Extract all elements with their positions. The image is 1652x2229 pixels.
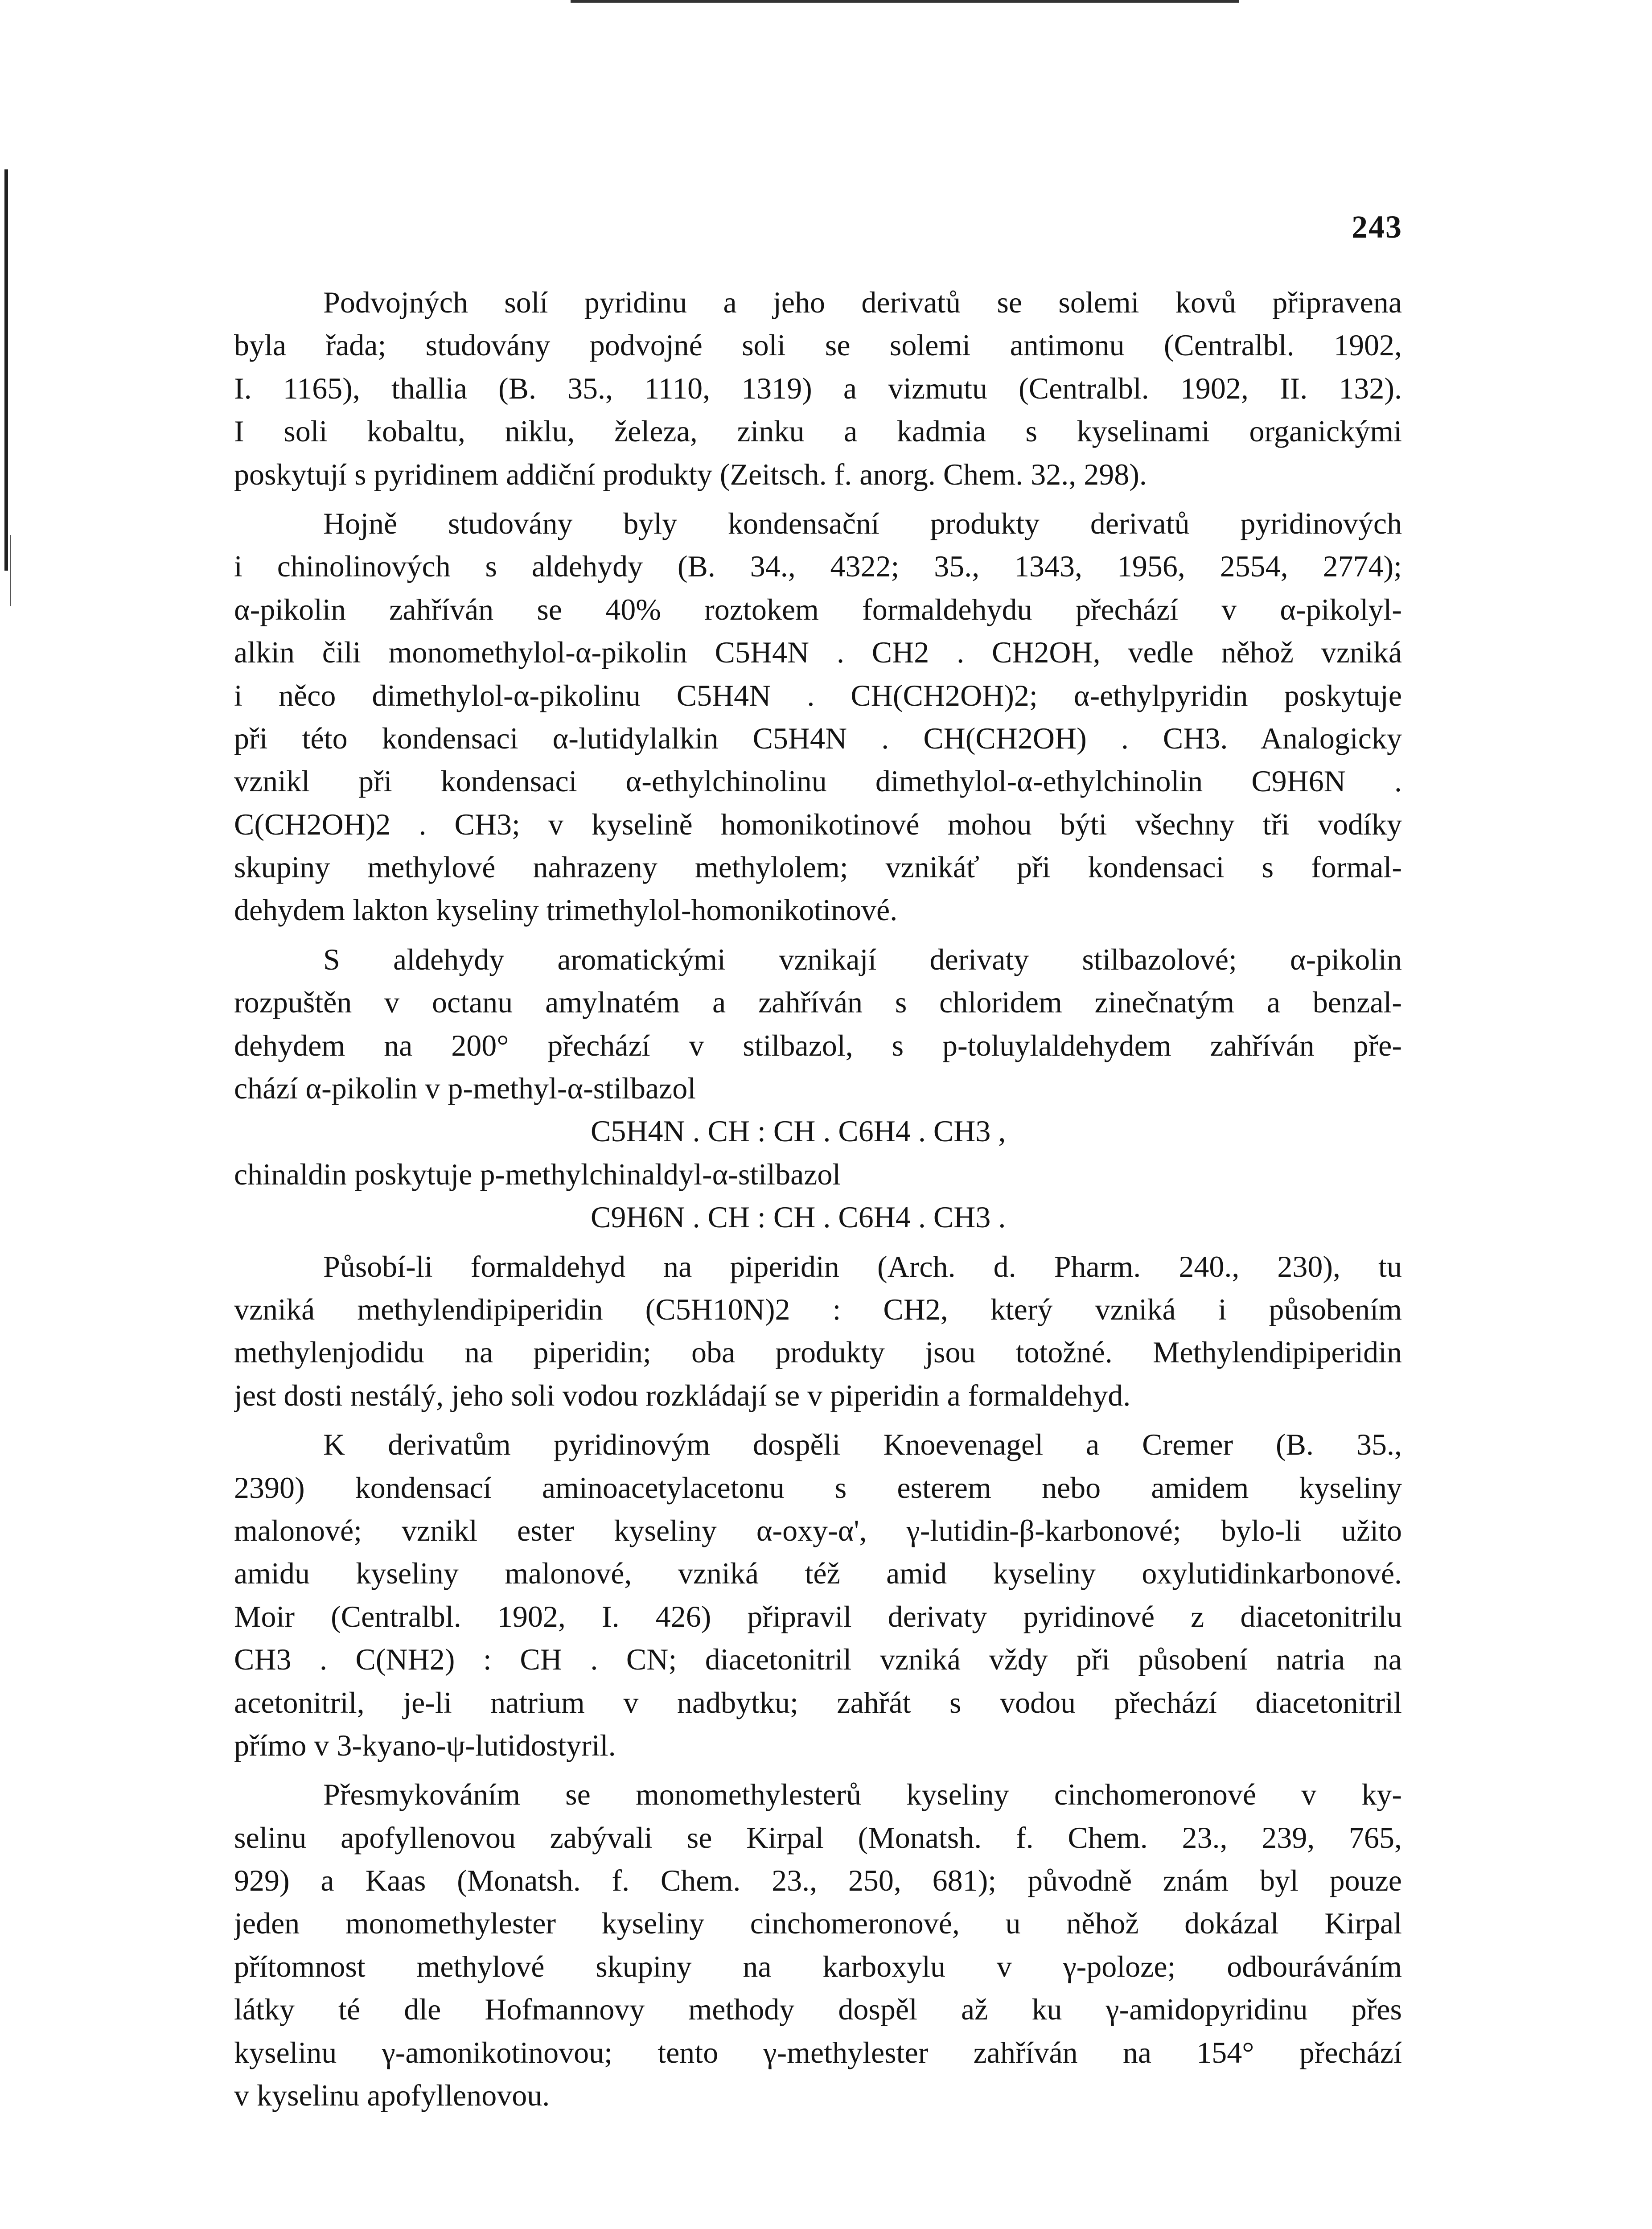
text-line: chinaldin poskytuje p-methylchinaldyl-α-stilbazol [234,1157,841,1191]
text-line: rozpuštěn v octanu amylnatém a zahříván s chloridem zinečnatým a benzal- [234,985,1402,1020]
text-line: I. 1165), thallia (B. 35., 1110, 1319) a vizmutu (Centralbl. 1902, II. 132). [234,371,1402,405]
text-line: malonové; vznikl ester kyseliny α-oxy-α', γ-lutidin-β-karbonové; bylo-li užito [234,1513,1402,1547]
text-line: amidu kyseliny malonové, vzniká též amid kyseliny oxylutidinkarbonové. [234,1556,1402,1591]
scan-left-edge [4,169,8,571]
text-line: S aldehydy aromatickými vznikají derivaty stilbazolové; α-pikolin [323,942,1402,976]
text-line: CH3 . C(NH2) : CH . CN; diacetonitril vzniká vždy při působení natria na [234,1642,1402,1677]
paragraph-4 [234,1245,1402,1417]
text-line: kyselinu γ-amonikotinovou; tento γ-methylester zahříván na 154° přechází [234,2035,1402,2069]
scan-left-edge-mark [10,535,11,606]
text-line: jeden monomethylester kyseliny cinchomeronové, u něhož dokázal Kirpal [234,1906,1402,1941]
text-line: byla řada; studovány podvojné soli se solemi antimonu (Centralbl. 1902, [234,328,1402,362]
text-line: alkin čili monomethylol-α-pikolin C5H4N . CH2 . CH2OH, vedle něhož vzniká [234,635,1402,670]
scan-top-edge [571,0,1239,3]
text-line: chází α-pikolin v p-methyl-α-stilbazol [234,1071,696,1106]
text-line: Hojně studovány byly kondensační produkty derivatů pyridinových [323,506,1402,540]
text-line: látky té dle Hofmannovy methody dospěl až ku γ-amidopyridinu přes [234,1992,1402,2027]
paragraph-1 [234,281,1402,496]
text-line: poskytují s pyridinem addiční produkty (Zeitsch. f. anorg. Chem. 32., 298). [234,457,1147,491]
text-line: 929) a Kaas (Monatsh. f. Chem. 23., 250, 681); původně znám byl pouze [234,1863,1402,1898]
text-line: K derivatům pyridinovým dospěli Knoevenagel a Cremer (B. 35., [323,1427,1402,1462]
page-number: 243 [1352,209,1402,245]
paragraph-3 [234,938,1402,1239]
text-line: i něco dimethylol-α-pikolinu C5H4N . CH(CH2OH)2; α-ethylpyridin poskytuje [234,678,1402,712]
text-line: selinu apofyllenovou zabývali se Kirpal (Monatsh. f. Chem. 23., 239, 765, [234,1820,1402,1855]
text-line: dehydem na 200° přechází v stilbazol, s p-toluylaldehydem zahříván pře- [234,1028,1402,1062]
text-line: skupiny methylové nahrazeny methylolem; vznikáť při kondensaci s formal- [234,850,1402,884]
text-line: Moir (Centralbl. 1902, I. 426) připravil derivaty pyridinové z diacetonitrilu [234,1599,1402,1633]
text-line: při této kondensaci α-lutidylalkin C5H4N . CH(CH2OH) . CH3. Analogicky [234,721,1402,755]
text-line: jest dosti nestálý, jeho soli vodou rozkládají se v piperidin a formaldehyd. [234,1378,1131,1412]
text-line: Podvojných solí pyridinu a jeho derivatů se solemi kovů připravena [323,285,1402,319]
text-line: α-pikolin zahříván se 40% roztokem formaldehydu přechází v α-pikolyl- [234,592,1402,626]
paragraph-2 [234,502,1402,932]
text-line: C(CH2OH)2 . CH3; v kyselině homonikotinové mohou býti všechny tři vodíky [234,807,1402,841]
text-line: v kyselinu apofyllenovou. [234,2078,550,2113]
chemical-formula: C5H4N . CH : CH . C6H4 . CH3 , [591,1114,1006,1148]
text-line: acetonitril, je-li natrium v nadbytku; zahřát s vodou přechází diacetonitril [234,1685,1402,1719]
text-line: Přesmykováním se monomethylesterů kyseliny cinchomeronové v ky- [323,1777,1402,1812]
body-text [234,281,1402,2123]
text-line: dehydem lakton kyseliny trimethylol-homonikotinové. [234,893,898,927]
text-line: vzniká methylendipiperidin (C5H10N)2 : CH2, který vzniká i působením [234,1292,1402,1326]
text-line: 2390) kondensací aminoacetylacetonu s esterem nebo amidem kyseliny [234,1470,1402,1505]
text-line: Působí-li formaldehyd na piperidin (Arch. d. Pharm. 240., 230), tu [323,1249,1402,1283]
text-line: vznikl při kondensaci α-ethylchinolinu dimethylol-α-ethylchinolin C9H6N . [234,764,1402,798]
text-line: přítomnost methylové skupiny na karboxylu v γ-poloze; odbouráváním [234,1949,1402,1983]
text-line: přímo v 3-kyano-ψ-lutidostyril. [234,1728,616,1762]
text-line: i chinolinových s aldehydy (B. 34., 4322; 35., 1343, 1956, 2554, 2774); [234,549,1402,584]
paragraph-5 [234,1423,1402,1767]
text-line: methylenjodidu na piperidin; oba produkty jsou totožné. Methylendipiperidin [234,1335,1402,1369]
text-line: I soli kobaltu, niklu, železa, zinku a kadmia s kyselinami organickými [234,414,1402,448]
paragraph-6 [234,1773,1402,2117]
chemical-formula: C9H6N . CH : CH . C6H4 . CH3 . [591,1200,1006,1234]
